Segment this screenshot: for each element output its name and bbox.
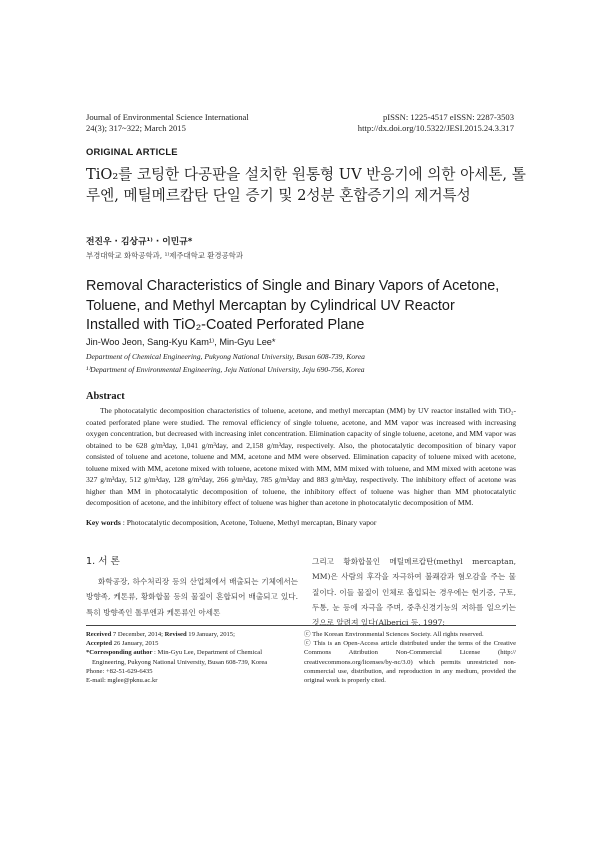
korean-title: TiO₂를 코팅한 다공판을 설치한 원통형 UV 반응기에 의한 아세톤, 톨루엔, 메틸메르캅탄 단일 증기 및 2성분 혼합증기의 제거특성 <box>86 166 526 204</box>
english-affiliation: Department of Chemical Engineering, Pukyong National University, Busan 608-739, Korea <box>86 352 365 361</box>
issn: pISSN: 1225-4517 eISSN: 2287-3503 <box>382 112 514 122</box>
corresponding-address: Engineering, Pukyong National University, Busan 608-739, Korea <box>92 658 268 666</box>
article-type: ORIGINAL ARTICLE <box>86 146 178 157</box>
accepted-line: Accepted 26 January, 2015 <box>86 640 159 648</box>
received-revised-line: Received 7 December, 2014; Revised 19 January, 2015; <box>86 631 235 638</box>
license-notice: ⓒ This is an Open-Access article distributed under the terms of the Creative Commons Attribution Non-Commercial License (http:// creativecommons.org/licenses/by-nc/3.0) which permits unrestricted non-commercial use, distribution, and reproduction in any medium, provided the original work is properly cited. <box>304 640 516 685</box>
corresponding-author: *Corresponding author : Min-Gyu Lee, Department of Chemical <box>86 649 263 657</box>
phone: Phone: +82-51-629-6435 <box>86 667 153 675</box>
keywords-label: Key words <box>86 518 121 527</box>
journal-identifiers <box>358 112 514 134</box>
english-title <box>86 277 526 336</box>
english-title-line: Toluene, and Methyl Mercaptan by Cylindrical UV Reactor <box>86 297 455 314</box>
abstract-heading: Abstract <box>86 391 125 402</box>
english-affiliation: ¹⁾Department of Environmental Engineering, Jeju National University, Jeju 690-756, Korea <box>86 365 365 374</box>
english-authors: Jin-Woo Jeon, Sang-Kyu Kam¹⁾, Min-Gyu Lee* <box>86 337 276 347</box>
copyright-footnote <box>304 630 516 685</box>
email-link[interactable]: E-mail: mglee@pknu.ac.kr <box>86 677 158 685</box>
journal-citation <box>86 112 249 134</box>
english-title-line: Removal Characteristics of Single and Binary Vapors of Acetone, <box>86 278 500 294</box>
body-text-right-column: 그리고 황화합물인 메틸메르캅탄(methyl mercaptan, MM)은 사람의 후각을 자극하여 불쾌감과 혐오감을 주는 물질이다. 이들 물질이 인체로 흡입되는 경우에는 현기증, 구토, 두통, 눈 등에 자극을 주며, 중추신경기능의 저하를 일으키는 것으로 알려져 있다(Alberici 등, 1997; <box>312 557 516 628</box>
body-text-left-column: 화학공장, 하수처리장 등의 산업체에서 배출되는 기체에서는 방향족, 케톤류, 황화합물 등의 물질이 혼합되어 배출되고 있다. 특히 방향족인 톨루엔과 케톤류인 아세톤 <box>86 577 298 617</box>
korean-authors: 전진우 · 김상규¹⁾ · 이민규* <box>86 237 193 247</box>
abstract-text: The photocatalytic decomposition characteristics of toluene, acetone, and methyl mercaptan (MM) by UV reactor installed with TiO₂-coated perforated plane were studied. The removal efficiency of single toluene, acetone, and MM vapor was increased with increasing oxygen concentration, but decreased with increasing inlet concentration. Elimination capacity of single toluene, acetone, and MM vapor was obtained to be 628 g/m³day, 1,041 g/m³day, and 2,158 g/m³day, respectively. Also, the photocatalytic decomposition of binary vapor consisted of toluene and acetone, toluene and MM, acetone and MM were observed. Elimination capacity of toluene mixed with acetone, toluene mixed with MM, acetone mixed with toluene, acetone mixed with MM, MM mixed with toluene, and MM mixed with acetone was 327 g/m³day, 512 g/m³day, 128 g/m³day, 266 g/m³day, 785 g/m³day and 883 g/m³day, respectively. The inhibitory effect of acetone was higher than MM in photocatalytic decomposition of toluene, the inhibitory effect of toluene was higher than MM photocatalytic decomposition of acetone, and the inhibitory effect of toluene was higher than acetone in photocatalytic decomposition of MM. <box>86 406 516 507</box>
keywords <box>86 518 516 527</box>
footnote-divider <box>86 625 516 626</box>
section-heading: 1. 서 론 <box>86 556 120 567</box>
korean-affiliation: 부경대학교 화학공학과, ¹⁾제주대학교 환경공학과 <box>86 251 243 260</box>
copyright-notice: ⓒ The Korean Environmental Sciences Society. All rights reserved. <box>304 631 484 638</box>
keywords-list: : Photocatalytic decomposition, Acetone, Toluene, Methyl mercaptan, Binary vapor <box>120 518 377 527</box>
doi-link[interactable]: http://dx.doi.org/10.5322/JESI.2015.24.3.317 <box>357 123 514 133</box>
journal-volume-issue: 24(3); 317~322; March 2015 <box>86 123 186 133</box>
english-title-line: Installed with TiO₂-Coated Perforated Plane <box>86 317 365 333</box>
article-history-footnote <box>86 630 296 685</box>
journal-name: Journal of Environmental Science International <box>86 112 249 122</box>
